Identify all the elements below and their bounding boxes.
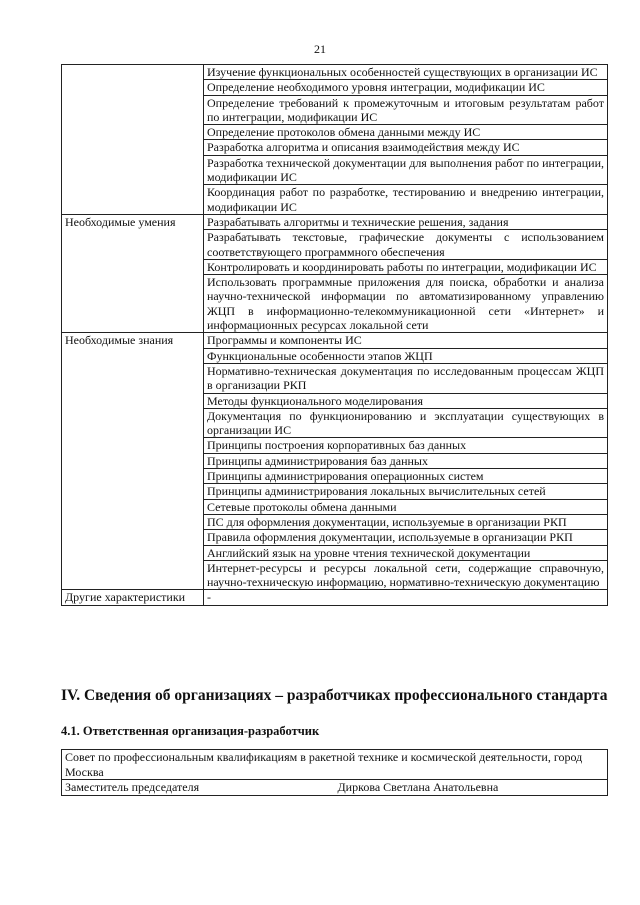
row-label bbox=[62, 484, 204, 499]
table-row bbox=[62, 469, 608, 484]
table-row bbox=[62, 484, 608, 499]
row-value: Принципы администрирования операционных систем bbox=[204, 469, 608, 484]
row-label bbox=[62, 348, 204, 363]
row-label bbox=[62, 545, 204, 560]
row-value: Разрабатывать текстовые, графические документы с использованием соответствующего программного обеспечения bbox=[204, 230, 608, 260]
row-value: Сетевые протоколы обмена данными bbox=[204, 499, 608, 514]
row-value: Нормативно-техническая документация по исследованным процессам ЖЦП в организации РКП bbox=[204, 363, 608, 393]
row-value: Методы функционального моделирования bbox=[204, 393, 608, 408]
table-row bbox=[62, 259, 608, 274]
table-row bbox=[62, 530, 608, 545]
org-name: Совет по профессиональным квалификациям в ракетной технике и космической деятельности, город Москва bbox=[62, 750, 608, 780]
characteristics-table bbox=[61, 64, 608, 606]
row-value: Определение требований к промежуточным и итоговым результатам работ по интеграции, модификации ИС bbox=[204, 95, 608, 125]
row-value: Принципы администрирования локальных вычислительных сетей bbox=[204, 484, 608, 499]
table-row bbox=[62, 333, 608, 348]
row-label bbox=[62, 230, 204, 260]
row-label bbox=[62, 259, 204, 274]
table-row bbox=[62, 393, 608, 408]
row-label: Необходимые умения bbox=[62, 214, 204, 229]
table-row bbox=[62, 95, 608, 125]
table-row bbox=[62, 560, 608, 590]
table-row bbox=[62, 65, 608, 80]
org-person-row bbox=[62, 780, 608, 796]
table-row bbox=[62, 155, 608, 185]
row-label bbox=[62, 499, 204, 514]
row-value: Принципы администрирования баз данных bbox=[204, 453, 608, 468]
row-label bbox=[62, 438, 204, 453]
table-row bbox=[62, 438, 608, 453]
row-label bbox=[62, 65, 204, 80]
table-row bbox=[62, 363, 608, 393]
org-name-row bbox=[62, 750, 608, 780]
row-value: Координация работ по разработке, тестированию и внедрению интеграции, модификации ИС bbox=[204, 185, 608, 215]
row-label bbox=[62, 408, 204, 438]
table-row bbox=[62, 80, 608, 95]
row-label bbox=[62, 469, 204, 484]
row-value: Интернет-ресурсы и ресурсы локальной сети, содержащие справочную, научно-техническую информацию, нормативно-техническую документацию bbox=[204, 560, 608, 590]
row-label bbox=[62, 125, 204, 140]
row-label bbox=[62, 393, 204, 408]
row-label bbox=[62, 185, 204, 215]
row-label bbox=[62, 140, 204, 155]
row-value: Разработка технической документации для выполнения работ по интеграции, модификации ИС bbox=[204, 155, 608, 185]
table-row bbox=[62, 453, 608, 468]
table-row bbox=[62, 408, 608, 438]
row-value: Правила оформления документации, используемые в организации РКП bbox=[204, 530, 608, 545]
table-row bbox=[62, 514, 608, 529]
table-row bbox=[62, 185, 608, 215]
table-row bbox=[62, 230, 608, 260]
row-value: Определение протоколов обмена данными между ИС bbox=[204, 125, 608, 140]
section-title: IV. Сведения об организациях – разработчиках профессионального стандарта bbox=[61, 687, 608, 704]
row-label bbox=[62, 80, 204, 95]
table-row bbox=[62, 125, 608, 140]
row-value: Принципы построения корпоративных баз данных bbox=[204, 438, 608, 453]
table-row bbox=[62, 275, 608, 333]
row-value: Документация по функционированию и эксплуатации существующих в организации ИС bbox=[204, 408, 608, 438]
row-label: Другие характеристики bbox=[62, 590, 204, 605]
row-value: Использовать программные приложения для поиска, обработки и анализа научно-технической информации по автоматизированному управлению ЖЦП в информационно-телекоммуникационной сети «Интернет» и информационных ресурсах локальной сети bbox=[204, 275, 608, 333]
row-label bbox=[62, 453, 204, 468]
subsection-title: 4.1. Ответственная организация-разработчик bbox=[61, 724, 320, 738]
row-label: Необходимые знания bbox=[62, 333, 204, 348]
row-value: Изучение функциональных особенностей существующих в организации ИС bbox=[204, 65, 608, 80]
row-value: Разработка алгоритма и описания взаимодействия между ИС bbox=[204, 140, 608, 155]
org-position: Заместитель председателя bbox=[62, 780, 335, 796]
table-row bbox=[62, 348, 608, 363]
table-row bbox=[62, 499, 608, 514]
table-row bbox=[62, 214, 608, 229]
table-row bbox=[62, 140, 608, 155]
row-value: Разрабатывать алгоритмы и технические решения, задания bbox=[204, 214, 608, 229]
row-value: Английский язык на уровне чтения технической документации bbox=[204, 545, 608, 560]
row-value: Программы и компоненты ИС bbox=[204, 333, 608, 348]
row-label bbox=[62, 530, 204, 545]
row-value: - bbox=[204, 590, 608, 605]
row-label bbox=[62, 560, 204, 590]
table-row bbox=[62, 545, 608, 560]
row-value: Функциональные особенности этапов ЖЦП bbox=[204, 348, 608, 363]
row-value: Определение необходимого уровня интеграции, модификации ИС bbox=[204, 80, 608, 95]
row-label bbox=[62, 275, 204, 333]
page-number: 21 bbox=[314, 42, 326, 56]
row-label bbox=[62, 363, 204, 393]
table-row bbox=[62, 590, 608, 605]
organization-table bbox=[61, 749, 608, 796]
row-label bbox=[62, 514, 204, 529]
row-value: Контролировать и координировать работы по интеграции, модификации ИС bbox=[204, 259, 608, 274]
org-person: Диркова Светлана Анатольевна bbox=[335, 780, 608, 796]
row-label bbox=[62, 155, 204, 185]
row-label bbox=[62, 95, 204, 125]
row-value: ПС для оформления документации, используемые в организации РКП bbox=[204, 514, 608, 529]
